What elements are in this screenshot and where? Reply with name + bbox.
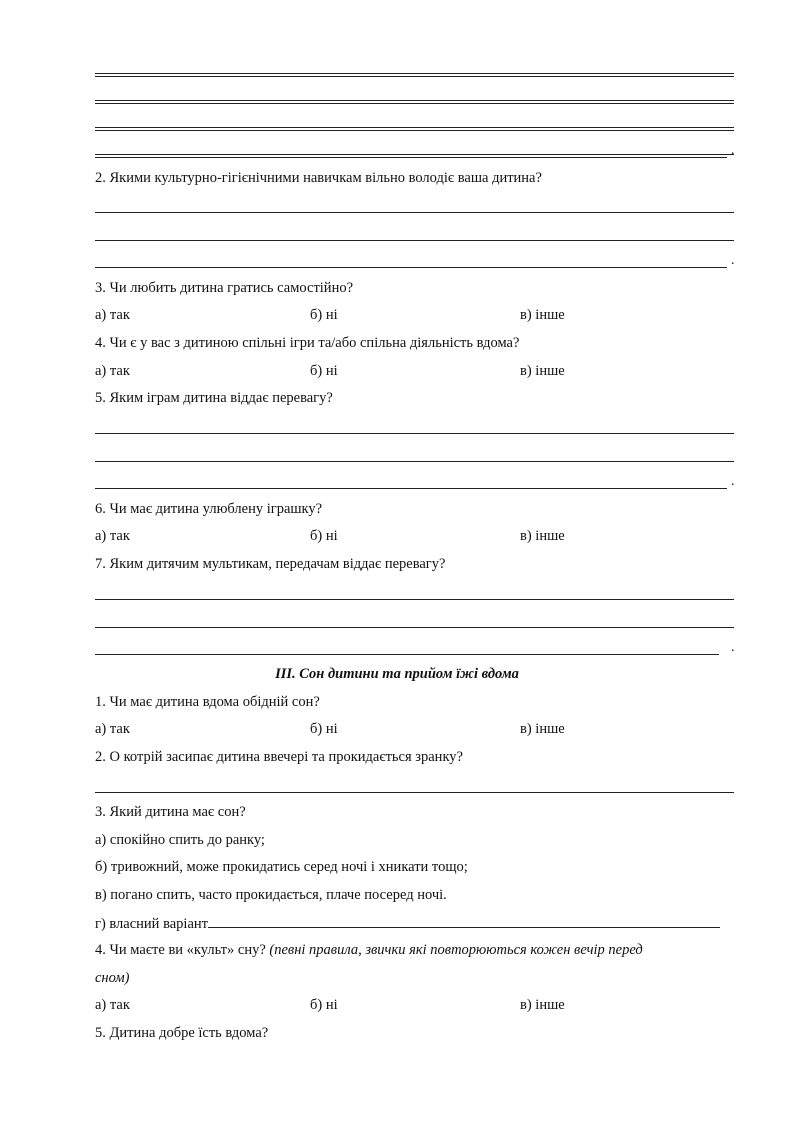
answer-line[interactable] (95, 488, 727, 489)
option-yes[interactable]: а) так (95, 307, 130, 323)
question-sleep-ritual-note-cont: сном) (95, 970, 130, 986)
answer-line[interactable] (95, 433, 734, 434)
answer-line[interactable] (95, 76, 734, 77)
sleep-option-a[interactable]: а) спокійно спить до ранку; (95, 832, 265, 848)
option-yes[interactable]: а) так (95, 997, 130, 1013)
question-7-cartoons: 7. Яким дитячим мультикам, передачам віддає перевагу? (95, 556, 446, 572)
option-no[interactable]: б) ні (310, 528, 338, 544)
option-no[interactable]: б) ні (310, 997, 338, 1013)
answer-line[interactable] (95, 599, 734, 600)
option-no[interactable]: б) ні (310, 363, 338, 379)
question-eating: 5. Дитина добре їсть вдома? (95, 1025, 269, 1041)
answer-line[interactable] (95, 127, 734, 128)
question-6-favorite-toy: 6. Чи має дитина улюблену іграшку? (95, 501, 323, 517)
answer-line[interactable] (95, 212, 734, 213)
answer-line[interactable] (95, 461, 734, 462)
period: . (731, 474, 735, 489)
question-sleep-ritual-text: 4. Чи маєте ви «культ» сну? (95, 942, 266, 958)
sleep-option-b[interactable]: б) тривожний, може прокидатись серед ночі і хникати тощо; (95, 859, 468, 875)
own-variant-blank[interactable] (208, 915, 720, 928)
sleep-option-d[interactable] (95, 915, 720, 933)
question-4-joint-games: 4. Чи є у вас з дитиною спільні ігри та/або спільна діяльність вдома? (95, 335, 520, 351)
question-nap: 1. Чи має дитина вдома обідній сон? (95, 694, 320, 710)
option-other[interactable]: в) інше (520, 363, 565, 379)
answer-line[interactable] (95, 130, 734, 131)
answer-line[interactable] (95, 103, 734, 104)
answer-line[interactable] (95, 73, 734, 74)
sleep-option-d-label: г) власний варіант (95, 916, 208, 932)
answer-line[interactable] (95, 157, 727, 158)
answer-line[interactable] (95, 654, 719, 655)
section-heading: ІІІ. Сон дитини та прийом їжі вдома (275, 666, 519, 682)
question-sleep-ritual-note: (певні правила, звички які повторюються кожен вечір перед (269, 942, 643, 958)
option-yes[interactable]: а) так (95, 528, 130, 544)
option-other[interactable]: в) інше (520, 997, 565, 1013)
option-other[interactable]: в) інше (520, 721, 565, 737)
answer-line[interactable] (95, 267, 727, 268)
answer-line[interactable] (95, 627, 734, 628)
option-yes[interactable]: а) так (95, 363, 130, 379)
sleep-option-c[interactable]: в) погано спить, часто прокидається, плаче посеред ночі. (95, 887, 447, 903)
period: . (731, 143, 735, 158)
answer-line[interactable] (95, 240, 734, 241)
answer-line[interactable] (95, 154, 734, 155)
period: . (731, 253, 735, 268)
option-yes[interactable]: а) так (95, 721, 130, 737)
option-other[interactable]: в) інше (520, 307, 565, 323)
option-no[interactable]: б) ні (310, 307, 338, 323)
option-no[interactable]: б) ні (310, 721, 338, 737)
answer-line[interactable] (95, 792, 734, 793)
question-sleep-ritual (95, 942, 643, 959)
question-sleep-times: 2. О котрій засипає дитина ввечері та прокидається зранку? (95, 749, 463, 765)
period: . (731, 640, 735, 655)
question-2-hygiene: 2. Якими культурно-гігієнічними навичкам вільно володіє ваша дитина? (95, 170, 542, 186)
question-5-preferred-games: 5. Яким іграм дитина віддає перевагу? (95, 390, 333, 406)
question-sleep-type: 3. Який дитина має сон? (95, 804, 246, 820)
question-3-play-alone: 3. Чи любить дитина гратись самостійно? (95, 280, 354, 296)
answer-line[interactable] (95, 100, 734, 101)
option-other[interactable]: в) інше (520, 528, 565, 544)
